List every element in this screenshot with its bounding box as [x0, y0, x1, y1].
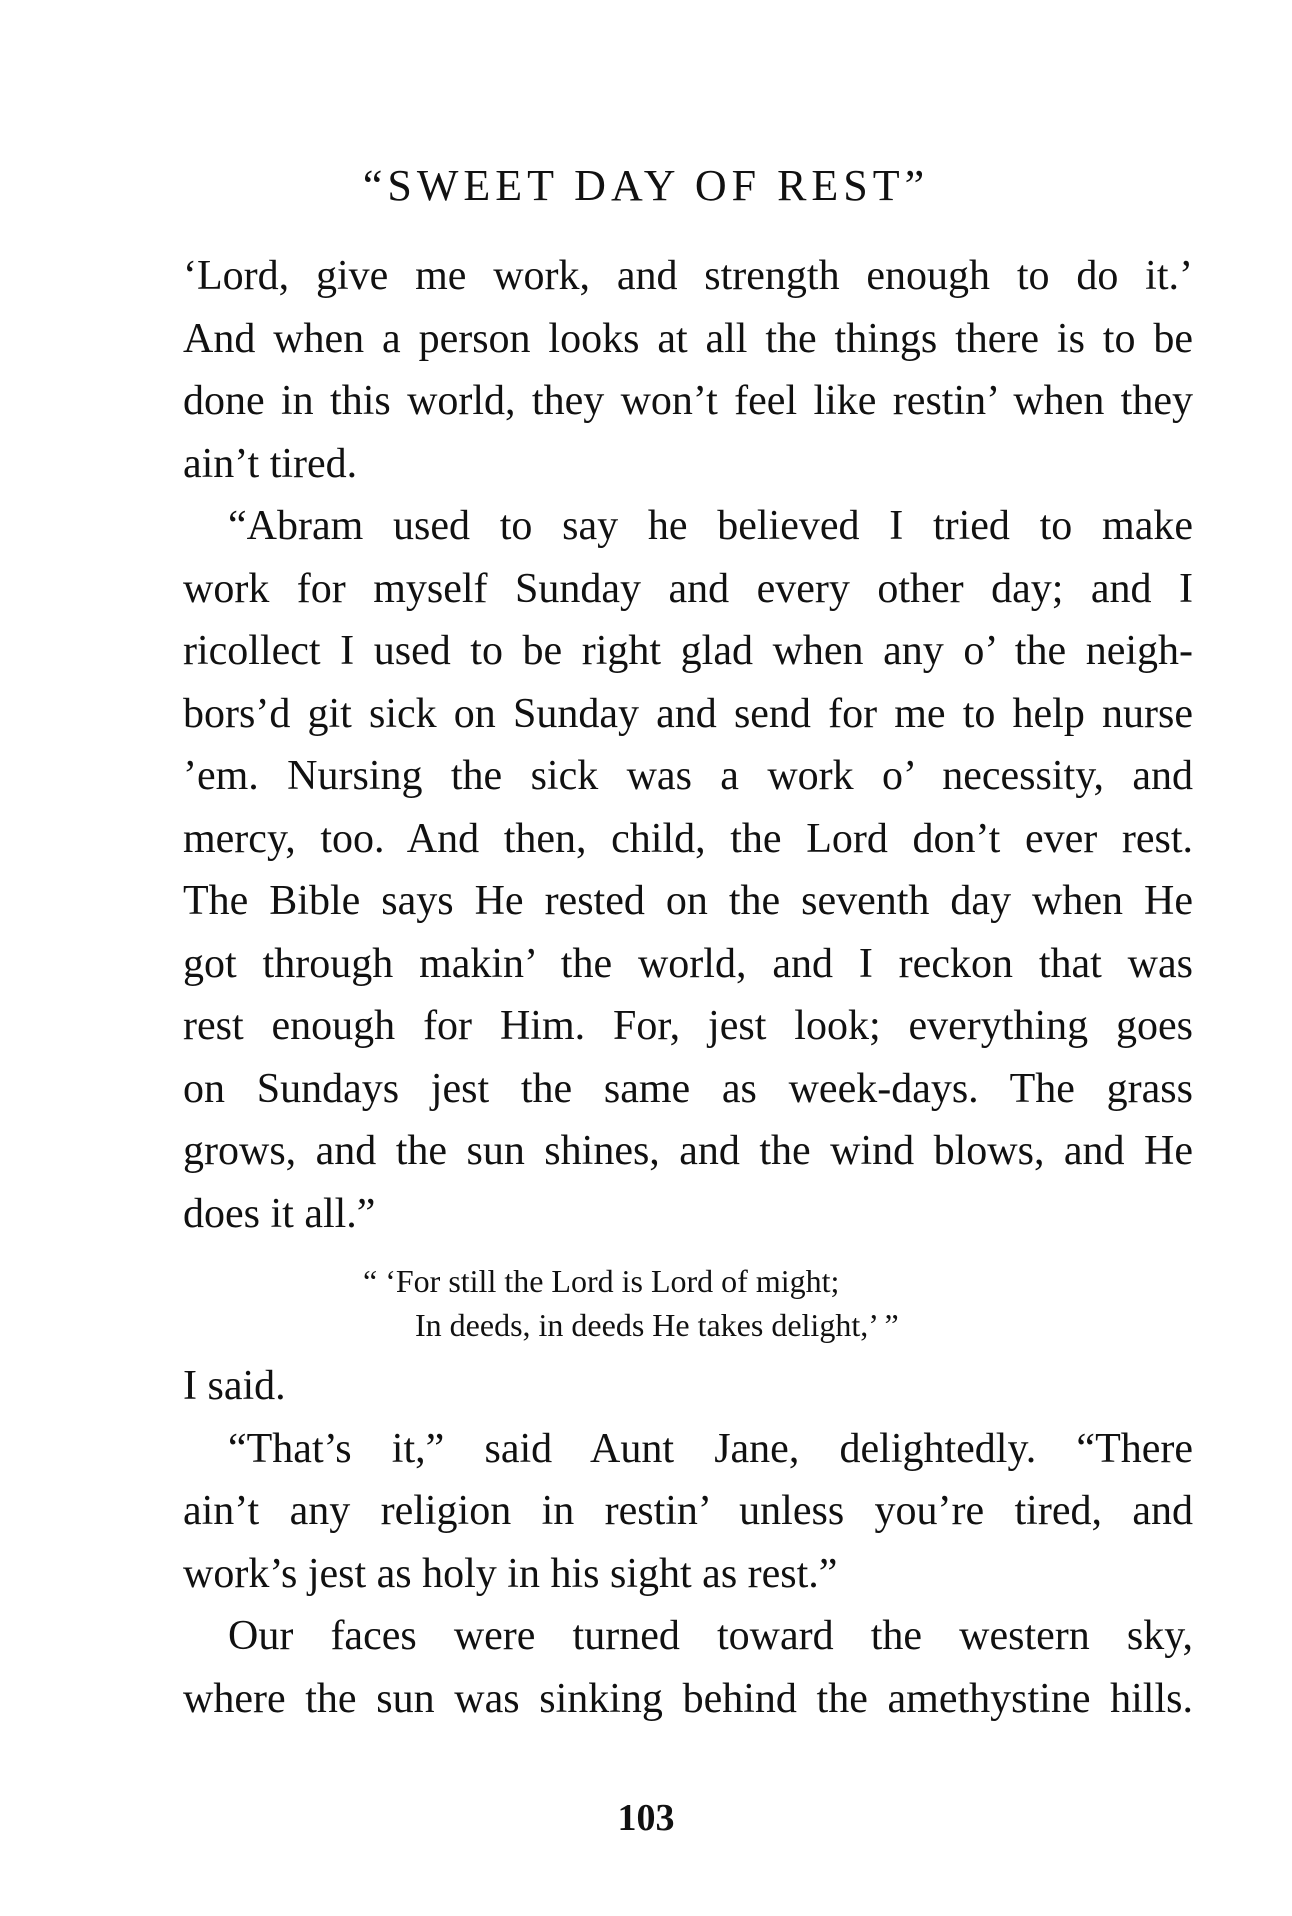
text-line: work’s jest as holy in his sight as rest.” [183, 1550, 838, 1597]
text-line: where the sun was sinking behind the amethystine hills. [183, 1675, 1193, 1722]
text-line: And when a person looks at all the things there is to be [183, 315, 1193, 362]
text-line: “Abram used to say he believed I tried to make [228, 503, 1193, 549]
verse-quotation [183, 1259, 1193, 1347]
paragraph-abram [183, 495, 1193, 1245]
verse-line: “ ‘For still the Lord is Lord of might; [363, 1263, 840, 1299]
paragraph-continuation [183, 245, 1193, 495]
text-line: done in this world, they won’t feel like restin’ when they [183, 378, 1193, 424]
paragraph-i-said [183, 1355, 1193, 1418]
text-line: “That’s it,” said Aunt Jane, delightedly. “There [228, 1425, 1193, 1472]
text-line: does it all.” [183, 1190, 376, 1237]
text-line: mercy, too. And then, child, the Lord don’t ever rest. [183, 815, 1193, 862]
text-line: on Sundays jest the same as week-days. The grass [183, 1065, 1193, 1112]
text-line: bors’d git sick on Sunday and send for me to help nurse [183, 690, 1193, 737]
text-line: ain’t any religion in restin’ unless you’re tired, and [183, 1488, 1193, 1534]
body-text [183, 245, 1193, 1730]
page-number: 103 [617, 1797, 675, 1839]
text-line: grows, and the sun shines, and the wind blows, and He [183, 1128, 1193, 1174]
paragraph-thats-it [183, 1418, 1193, 1606]
running-head: “SWEET DAY OF REST” [362, 161, 930, 210]
text-line: ‘Lord, give me work, and strength enough to do it.’ [183, 253, 1193, 299]
text-line: Our faces were turned toward the western sky, [228, 1613, 1193, 1659]
text-line: got through makin’ the world, and I reckon that was [183, 940, 1193, 987]
paragraph-our-faces [183, 1605, 1193, 1730]
text-line: The Bible says He rested on the seventh day when He [183, 878, 1193, 924]
text-line: ’em. Nursing the sick was a work o’ necessity, and [183, 753, 1193, 799]
verse-line: In deeds, in deeds He takes delight,’ ” [415, 1307, 899, 1343]
text-line: I said. [183, 1363, 286, 1409]
text-line: ricollect I used to be right glad when any o’ the neigh- [183, 628, 1193, 674]
text-line: rest enough for Him. For, jest look; everything goes [183, 1003, 1193, 1049]
text-line: work for myself Sunday and every other day; and I [183, 565, 1193, 612]
text-line: ain’t tired. [183, 440, 358, 487]
